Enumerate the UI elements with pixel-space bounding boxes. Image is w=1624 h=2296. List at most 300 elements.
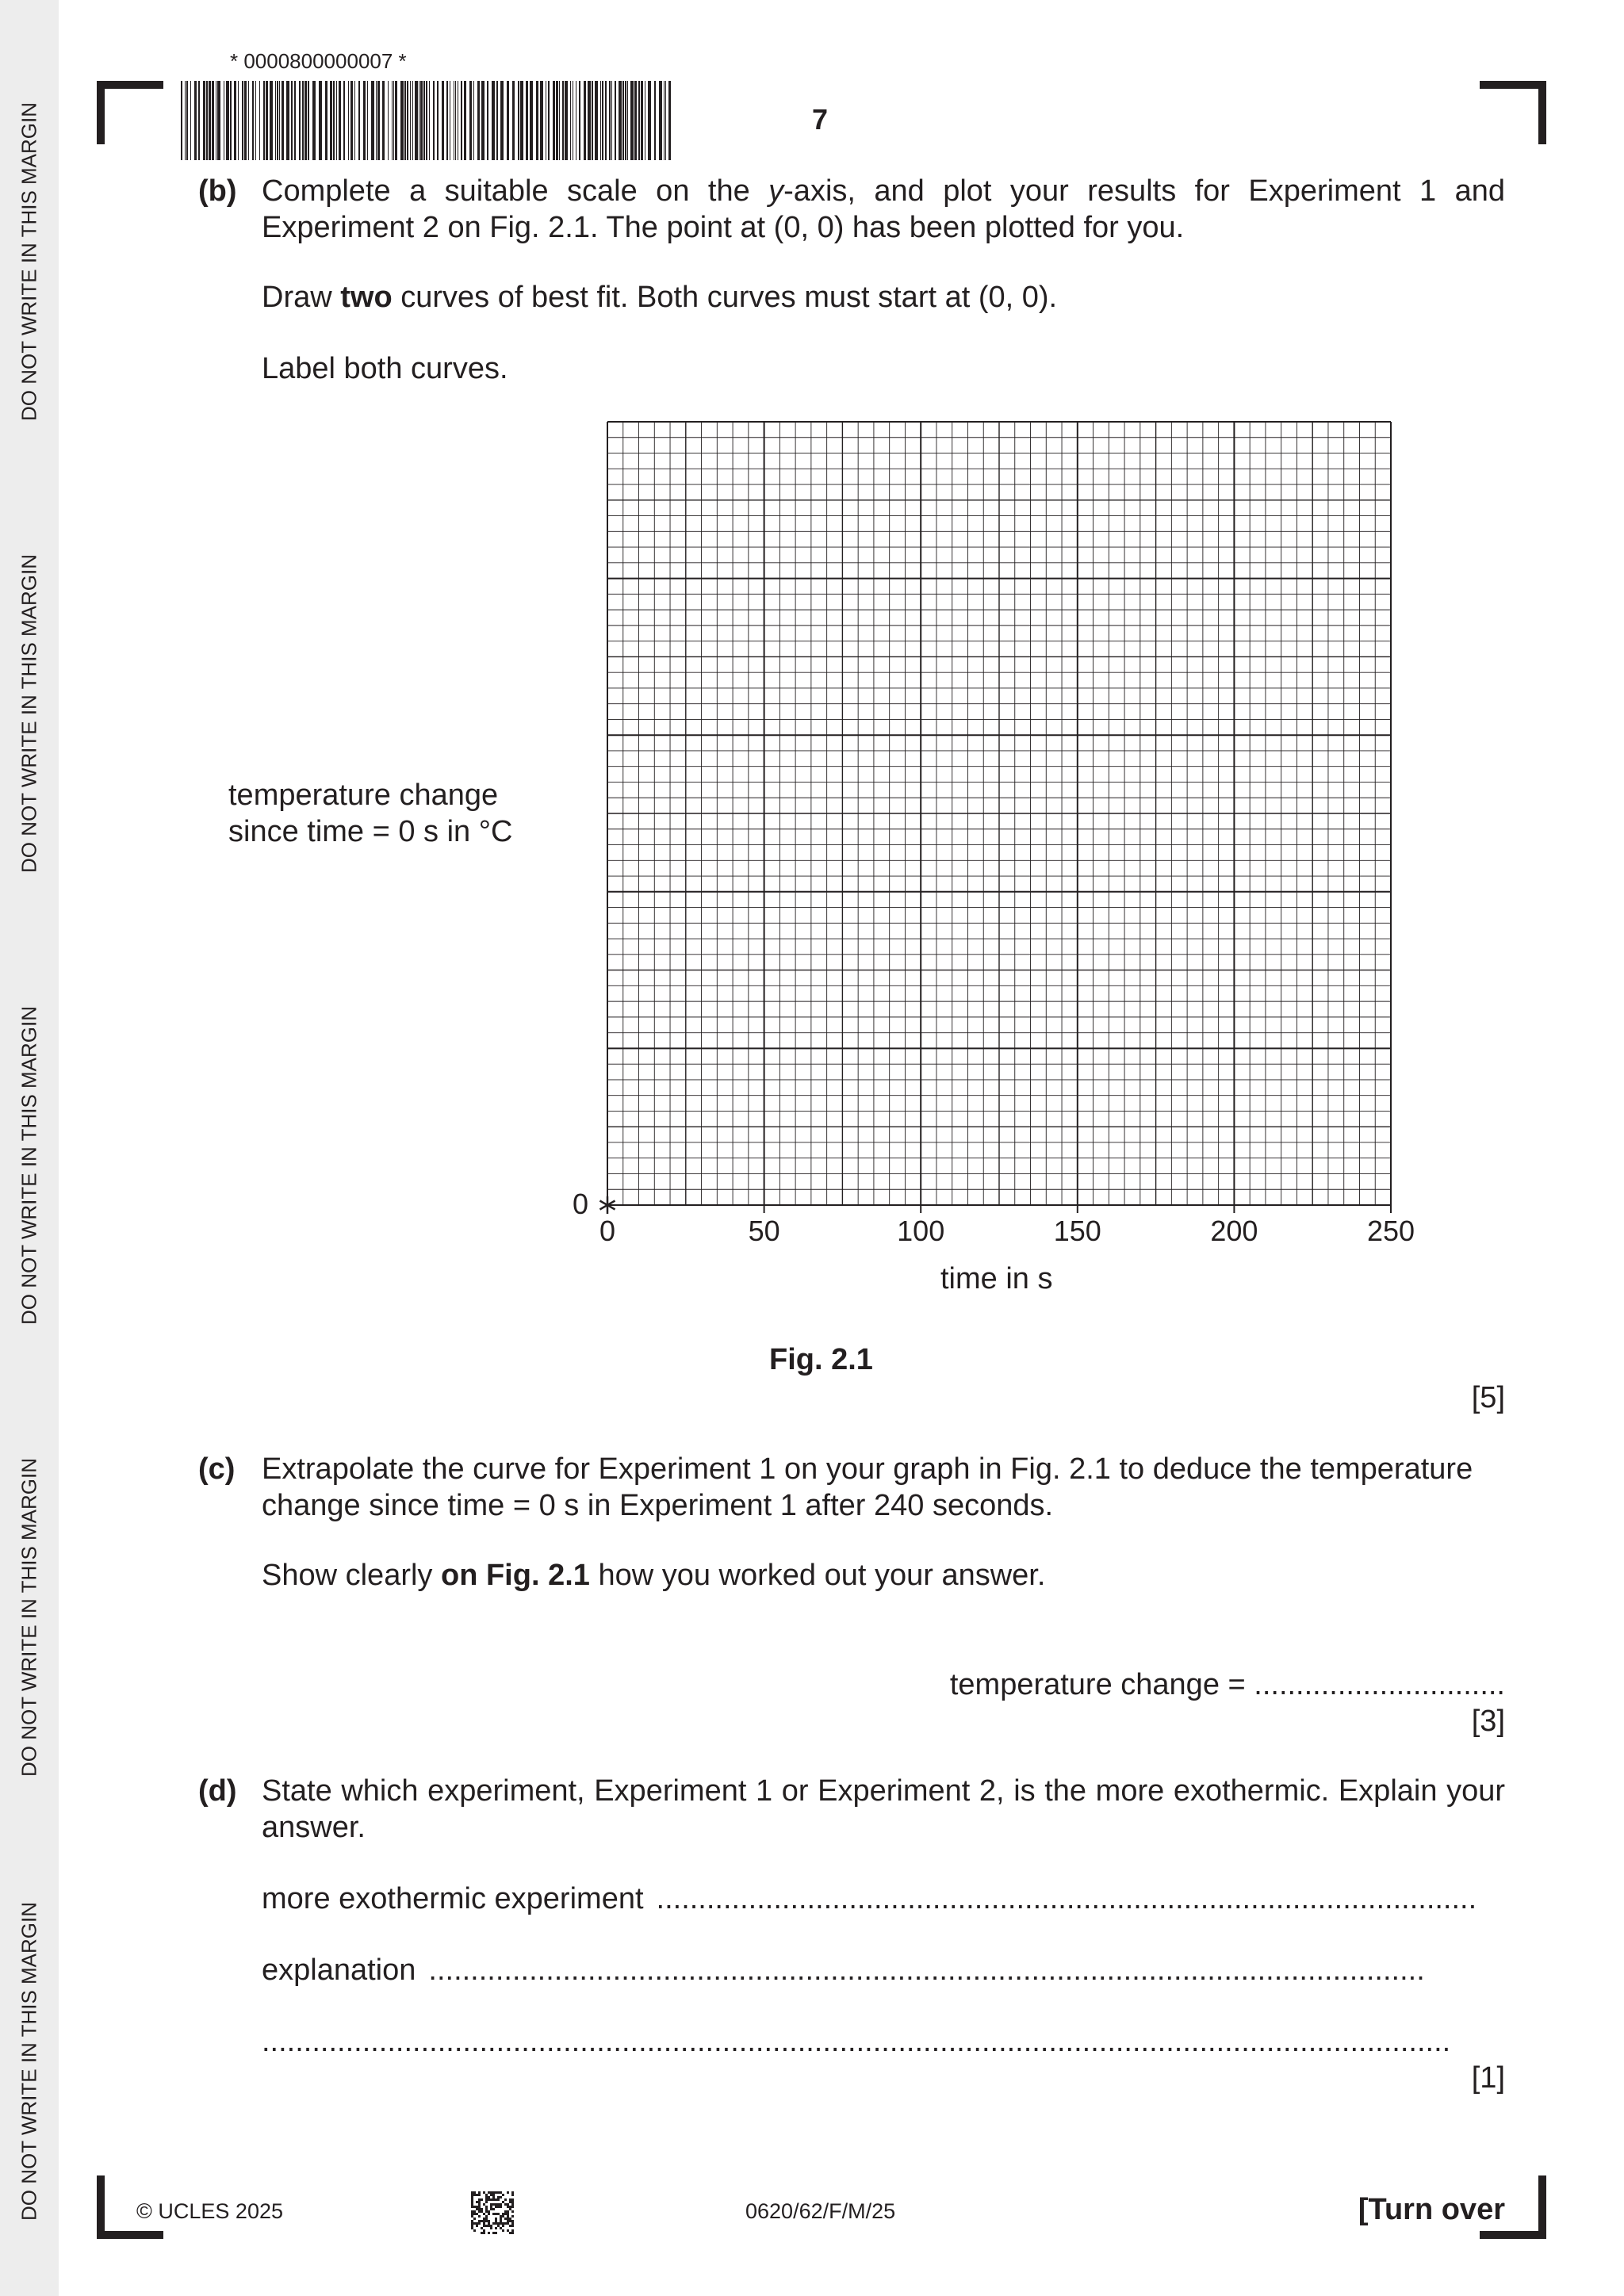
- qr-module: [500, 2206, 502, 2208]
- barcode-bar: [665, 81, 666, 160]
- barcode-bar: [584, 81, 586, 160]
- barcode-bar: [654, 81, 656, 160]
- part-c-show-instruction: Show clearly on Fig. 2.1 how you worked out your answer.: [262, 1559, 1046, 1592]
- barcode-bar: [579, 81, 580, 160]
- qr-module: [497, 2191, 500, 2194]
- qr-module: [500, 2218, 502, 2220]
- barcode-bar: [302, 81, 304, 160]
- part-c-line1: Extrapolate the curve for Experiment 1 on your graph in Fig. 2.1 to deduce the temperature: [262, 1452, 1473, 1486]
- qr-module: [488, 2225, 490, 2227]
- qr-module: [495, 2220, 497, 2222]
- barcode-bar: [217, 81, 220, 160]
- barcode-bar: [291, 81, 293, 160]
- barcode-bar: [622, 81, 624, 160]
- qr-module: [497, 2225, 500, 2227]
- qr-module: [488, 2198, 490, 2201]
- qr-module: [485, 2218, 488, 2220]
- barcode-bar: [540, 81, 543, 160]
- qr-module: [488, 2213, 490, 2215]
- x-tick-label: 0: [599, 1215, 616, 1247]
- barcode-bar: [437, 81, 439, 160]
- barcode-bar: [392, 81, 393, 160]
- barcode-bar: [520, 81, 523, 160]
- qr-module: [492, 2196, 495, 2198]
- barcode-bar: [212, 81, 214, 160]
- barcode-bar: [367, 81, 368, 160]
- qr-module: [504, 2198, 507, 2201]
- barcode-bar: [611, 81, 612, 160]
- barcode-bar: [619, 81, 622, 160]
- qr-module: [476, 2208, 478, 2210]
- qr-module: [509, 2218, 511, 2220]
- barcode-bar: [203, 81, 205, 160]
- barcode-bar: [270, 81, 273, 160]
- footer-copyright: © UCLES 2025: [136, 2199, 283, 2223]
- qr-module: [495, 2191, 497, 2194]
- barcode-bar: [461, 81, 462, 160]
- barcode-bar: [190, 81, 191, 160]
- qr-module: [490, 2191, 492, 2194]
- qr-module: [492, 2203, 495, 2206]
- part-b-line1: Complete a suitable scale on the y-axis, and plot your results for Experiment 1 and: [262, 174, 1505, 208]
- barcode-text: * 0000800000007 *: [230, 49, 407, 73]
- margin-warning: DO NOT WRITE IN THIS MARGIN: [17, 1005, 41, 1326]
- barcode-bar: [664, 81, 665, 160]
- qr-module: [478, 2206, 481, 2208]
- barcode-bar: [325, 81, 327, 160]
- qr-module: [485, 2208, 488, 2210]
- barcode-bar: [548, 81, 550, 160]
- barcode-bar: [266, 81, 268, 160]
- barcode-bar: [641, 81, 643, 160]
- qr-module: [481, 2210, 483, 2213]
- barcode-bar: [299, 81, 301, 160]
- x-tick-label: 50: [748, 1215, 780, 1247]
- qr-module: [478, 2210, 481, 2213]
- qr-module: [495, 2203, 497, 2206]
- barcode-bar: [304, 81, 307, 160]
- barcode-bar: [602, 81, 603, 160]
- qr-module: [478, 2201, 481, 2203]
- qr-module: [473, 2222, 476, 2225]
- barcode-bar: [562, 81, 564, 160]
- qr-module: [481, 2227, 483, 2229]
- qr-module: [471, 2203, 473, 2206]
- margin-warning: DO NOT WRITE IN THIS MARGIN: [17, 553, 41, 874]
- barcode-bar: [648, 81, 651, 160]
- barcode-bar: [186, 81, 188, 160]
- mark-c: [3]: [1471, 1705, 1505, 1738]
- qr-module: [511, 2191, 514, 2194]
- more-exothermic-answer-line[interactable]: more exothermic experiment ..................................................................................................: [262, 1882, 1477, 1915]
- qr-module: [502, 2215, 504, 2218]
- barcode-bar: [600, 81, 601, 160]
- qr-module: [502, 2201, 504, 2203]
- qr-module: [500, 2191, 502, 2194]
- part-d-label: (d): [198, 1774, 237, 1808]
- qr-module: [502, 2222, 504, 2225]
- x-tick-label: 250: [1366, 1215, 1415, 1247]
- qr-module: [471, 2225, 473, 2227]
- barcode-bar: [358, 81, 360, 160]
- qr-module: [473, 2191, 476, 2194]
- qr-module: [471, 2206, 473, 2208]
- qr-module: [495, 2232, 497, 2234]
- qr-module: [483, 2220, 485, 2222]
- barcode-bar: [348, 81, 349, 160]
- qr-module: [509, 2225, 511, 2227]
- qr-module: [507, 2213, 509, 2215]
- barcode-bar: [234, 81, 236, 160]
- qr-module: [502, 2213, 504, 2215]
- barcode-bar: [518, 81, 519, 160]
- qr-module: [478, 2203, 481, 2206]
- qr-module: [509, 2232, 511, 2234]
- qr-module: [511, 2203, 514, 2206]
- qr-module: [485, 2196, 488, 2198]
- qr-module: [471, 2201, 473, 2203]
- qr-module: [497, 2196, 500, 2198]
- qr-module: [473, 2218, 476, 2220]
- qr-module: [511, 2215, 514, 2218]
- barcode-bar: [668, 81, 671, 160]
- qr-module: [485, 2210, 488, 2213]
- qr-module: [478, 2194, 481, 2196]
- barcode-bar: [376, 81, 377, 160]
- qr-module: [495, 2218, 497, 2220]
- barcode-bar: [570, 81, 571, 160]
- barcode-bar: [198, 81, 200, 160]
- qr-module: [481, 2198, 483, 2201]
- qr-module: [504, 2218, 507, 2220]
- barcode-bar: [286, 81, 289, 160]
- barcode-bar: [625, 81, 626, 160]
- barcode-bar: [330, 81, 332, 160]
- qr-code: [471, 2191, 514, 2234]
- qr-module: [497, 2222, 500, 2225]
- barcode-bar: [244, 81, 247, 160]
- qr-module: [478, 2208, 481, 2210]
- qr-module: [488, 2222, 490, 2225]
- qr-module: [488, 2220, 490, 2222]
- qr-module: [488, 2196, 490, 2198]
- qr-module: [509, 2198, 511, 2201]
- qr-module: [490, 2208, 492, 2210]
- x-tick-label: 100: [897, 1215, 945, 1247]
- barcode-bar: [279, 81, 280, 160]
- qr-module: [488, 2210, 490, 2213]
- qr-module: [490, 2198, 492, 2201]
- barcode-bar: [426, 81, 427, 160]
- barcode-bar: [339, 81, 341, 160]
- barcode-bar: [592, 81, 593, 160]
- barcode-bar: [423, 81, 425, 160]
- qr-module: [492, 2194, 495, 2196]
- qr-module: [507, 2229, 509, 2232]
- qr-module: [471, 2194, 473, 2196]
- qr-module: [511, 2232, 514, 2234]
- qr-module: [502, 2229, 504, 2232]
- margin-warning: DO NOT WRITE IN THIS MARGIN: [17, 1901, 41, 2221]
- qr-module: [511, 2220, 514, 2222]
- qr-module: [490, 2203, 492, 2206]
- qr-module: [476, 2213, 478, 2215]
- barcode-bar: [429, 81, 430, 160]
- part-d-line1: State which experiment, Experiment 1 or Experiment 2, is the more exothermic. Explain your: [262, 1774, 1505, 1808]
- barcode-bar: [393, 81, 394, 160]
- page-number: 7: [812, 103, 829, 136]
- barcode-bar: [259, 81, 260, 160]
- qr-module: [507, 2215, 509, 2218]
- qr-module: [511, 2225, 514, 2227]
- qr-module: [492, 2198, 495, 2201]
- qr-module: [481, 2220, 483, 2222]
- qr-module: [485, 2206, 488, 2208]
- barcode-bar: [496, 81, 498, 160]
- barcode-bar: [507, 81, 509, 160]
- barcode-bar: [609, 81, 611, 160]
- qr-module: [500, 2222, 502, 2225]
- barcode-bar: [242, 81, 243, 160]
- qr-module: [492, 2213, 495, 2215]
- qr-module: [504, 2203, 507, 2206]
- barcode-bar: [455, 81, 456, 160]
- barcode-bar: [226, 81, 229, 160]
- qr-module: [473, 2210, 476, 2213]
- qr-module: [495, 2206, 497, 2208]
- barcode-bar: [282, 81, 284, 160]
- barcode-bar: [400, 81, 404, 160]
- qr-module: [485, 2215, 488, 2218]
- qr-module: [500, 2215, 502, 2218]
- qr-module: [500, 2227, 502, 2229]
- qr-module: [490, 2206, 492, 2208]
- qr-module: [473, 2206, 476, 2208]
- barcode-bar: [588, 81, 591, 160]
- barcode-bar: [354, 81, 355, 160]
- barcode-bar: [319, 81, 322, 160]
- barcode-bar: [238, 81, 239, 160]
- barcode-bar: [469, 81, 472, 160]
- barcode-bar: [248, 81, 249, 160]
- part-b-label-instruction: Label both curves.: [262, 352, 508, 385]
- barcode-bar: [209, 81, 211, 160]
- barcode-bar: [336, 81, 337, 160]
- qr-module: [511, 2206, 514, 2208]
- qr-module: [478, 2198, 481, 2201]
- qr-module: [511, 2201, 514, 2203]
- barcode-bar: [565, 81, 568, 160]
- qr-module: [476, 2194, 478, 2196]
- qr-module: [471, 2215, 473, 2218]
- qr-module: [511, 2210, 514, 2213]
- qr-module: [511, 2194, 514, 2196]
- barcode-bar: [530, 81, 533, 160]
- qr-module: [478, 2215, 481, 2218]
- qr-module: [492, 2208, 495, 2210]
- barcode-bar: [407, 81, 408, 160]
- qr-module: [504, 2210, 507, 2213]
- barcode-bar: [185, 81, 186, 160]
- part-b-draw-instruction: Draw two curves of best fit. Both curves must start at (0, 0).: [262, 281, 1058, 314]
- figure-caption: Fig. 2.1: [769, 1343, 873, 1376]
- margin-warning: DO NOT WRITE IN THIS MARGIN: [17, 101, 41, 422]
- qr-module: [495, 2198, 497, 2201]
- barcode-bar: [500, 81, 504, 160]
- qr-module: [507, 2222, 509, 2225]
- barcode-bar: [512, 81, 515, 160]
- explanation-answer-line-2[interactable]: ..............................................................................................................................................: [262, 2025, 1451, 2058]
- qr-module: [471, 2196, 473, 2198]
- part-b-line2: Experiment 2 on Fig. 2.1. The point at (0, 0) has been plotted for you.: [262, 211, 1185, 244]
- qr-module: [473, 2194, 476, 2196]
- barcode-bar: [433, 81, 435, 160]
- qr-module: [490, 2225, 492, 2227]
- barcode-bar: [277, 81, 278, 160]
- barcode-bar: [473, 81, 474, 160]
- barcode-bar: [343, 81, 345, 160]
- explanation-answer-line[interactable]: explanation .......................................................................................................................: [262, 1954, 1425, 1987]
- barcode-bar: [487, 81, 488, 160]
- qr-module: [483, 2218, 485, 2220]
- qr-module: [490, 2194, 492, 2196]
- qr-module: [476, 2201, 478, 2203]
- mark-b: [5]: [1471, 1381, 1505, 1414]
- barcode-bar: [395, 81, 397, 160]
- qr-module: [495, 2227, 497, 2229]
- qr-module: [492, 2191, 495, 2194]
- qr-module: [481, 2232, 483, 2234]
- barcode-bar: [181, 81, 182, 160]
- qr-module: [497, 2206, 500, 2208]
- qr-module: [471, 2191, 473, 2194]
- barcode-bar: [526, 81, 528, 160]
- barcode-bar: [230, 81, 232, 160]
- qr-module: [471, 2220, 473, 2222]
- qr-module: [471, 2198, 473, 2201]
- x-tick-label: 150: [1053, 1215, 1101, 1247]
- qr-module: [483, 2191, 485, 2194]
- barcode-bar: [350, 81, 353, 160]
- x-axis-label: time in s: [940, 1262, 1053, 1295]
- barcode-bar: [595, 81, 598, 160]
- barcode-bar: [492, 81, 495, 160]
- barcode-bar: [420, 81, 423, 160]
- barcode-bar: [294, 81, 296, 160]
- barcode-bar: [263, 81, 265, 160]
- qr-module: [507, 2220, 509, 2222]
- qr-module: [497, 2203, 500, 2206]
- qr-module: [492, 2232, 495, 2234]
- barcode-bar: [464, 81, 466, 160]
- temperature-change-answer-line[interactable]: temperature change = ..............................: [949, 1668, 1505, 1701]
- qr-module: [502, 2194, 504, 2196]
- qr-module: [481, 2208, 483, 2210]
- qr-module: [490, 2227, 492, 2229]
- qr-module: [478, 2191, 481, 2194]
- qr-module: [478, 2222, 481, 2225]
- barcode-bar: [559, 81, 560, 160]
- qr-module: [471, 2222, 473, 2225]
- barcode-bar: [255, 81, 256, 160]
- part-d-line2: answer.: [262, 1811, 366, 1844]
- barcode-bar: [477, 81, 480, 160]
- part-b-label: (b): [198, 174, 237, 208]
- barcode-bar: [605, 81, 607, 160]
- qr-module: [509, 2206, 511, 2208]
- qr-module: [497, 2198, 500, 2201]
- barcode-bar: [404, 81, 406, 160]
- barcode-bar: [638, 81, 640, 160]
- graph-grid: [587, 409, 1411, 1226]
- y-tick-label: 0: [573, 1188, 589, 1220]
- barcode-bar: [308, 81, 309, 160]
- qr-module: [492, 2222, 495, 2225]
- qr-module: [509, 2220, 511, 2222]
- qr-module: [483, 2225, 485, 2227]
- qr-module: [507, 2203, 509, 2206]
- barcode-bar: [388, 81, 389, 160]
- qr-module: [485, 2194, 488, 2196]
- turn-over: [Turn over: [1358, 2193, 1505, 2226]
- barcode-bar: [553, 81, 555, 160]
- qr-module: [478, 2220, 481, 2222]
- qr-module: [511, 2229, 514, 2232]
- qr-module: [488, 2232, 490, 2234]
- barcode-bar: [634, 81, 637, 160]
- qr-module: [509, 2201, 511, 2203]
- barcode-bar: [630, 81, 634, 160]
- qr-module: [497, 2213, 500, 2215]
- qr-module: [476, 2222, 478, 2225]
- part-c-line2: change since time = 0 s in Experiment 1 after 240 seconds.: [262, 1489, 1054, 1522]
- qr-module: [495, 2222, 497, 2225]
- qr-module: [485, 2220, 488, 2222]
- qr-module: [500, 2203, 502, 2206]
- barcode-bar: [446, 81, 448, 160]
- qr-module: [485, 2198, 488, 2201]
- qr-module: [511, 2198, 514, 2201]
- barcode-bar: [194, 81, 197, 160]
- qr-module: [476, 2206, 478, 2208]
- qr-module: [507, 2206, 509, 2208]
- qr-module: [485, 2201, 488, 2203]
- qr-module: [507, 2210, 509, 2213]
- qr-module: [509, 2208, 511, 2210]
- qr-module: [507, 2218, 509, 2220]
- qr-module: [500, 2196, 502, 2198]
- part-c-label: (c): [198, 1452, 236, 1486]
- qr-module: [488, 2191, 490, 2194]
- barcode-bar: [442, 81, 444, 160]
- qr-module: [485, 2225, 488, 2227]
- barcode-bar: [410, 81, 411, 160]
- qr-module: [473, 2213, 476, 2215]
- qr-module: [504, 2213, 507, 2215]
- qr-module: [483, 2232, 485, 2234]
- qr-module: [471, 2210, 473, 2213]
- qr-module: [511, 2222, 514, 2225]
- qr-module: [473, 2229, 476, 2232]
- qr-module: [504, 2222, 507, 2225]
- qr-module: [500, 2220, 502, 2222]
- barcode-bar: [615, 81, 616, 160]
- barcode-bar: [312, 81, 316, 160]
- barcode-bar: [536, 81, 538, 160]
- x-tick-labels: [0, 1215, 1624, 1254]
- y-axis-label: temperature change since time = 0 s in °C: [228, 779, 513, 848]
- barcode-bar: [382, 81, 385, 160]
